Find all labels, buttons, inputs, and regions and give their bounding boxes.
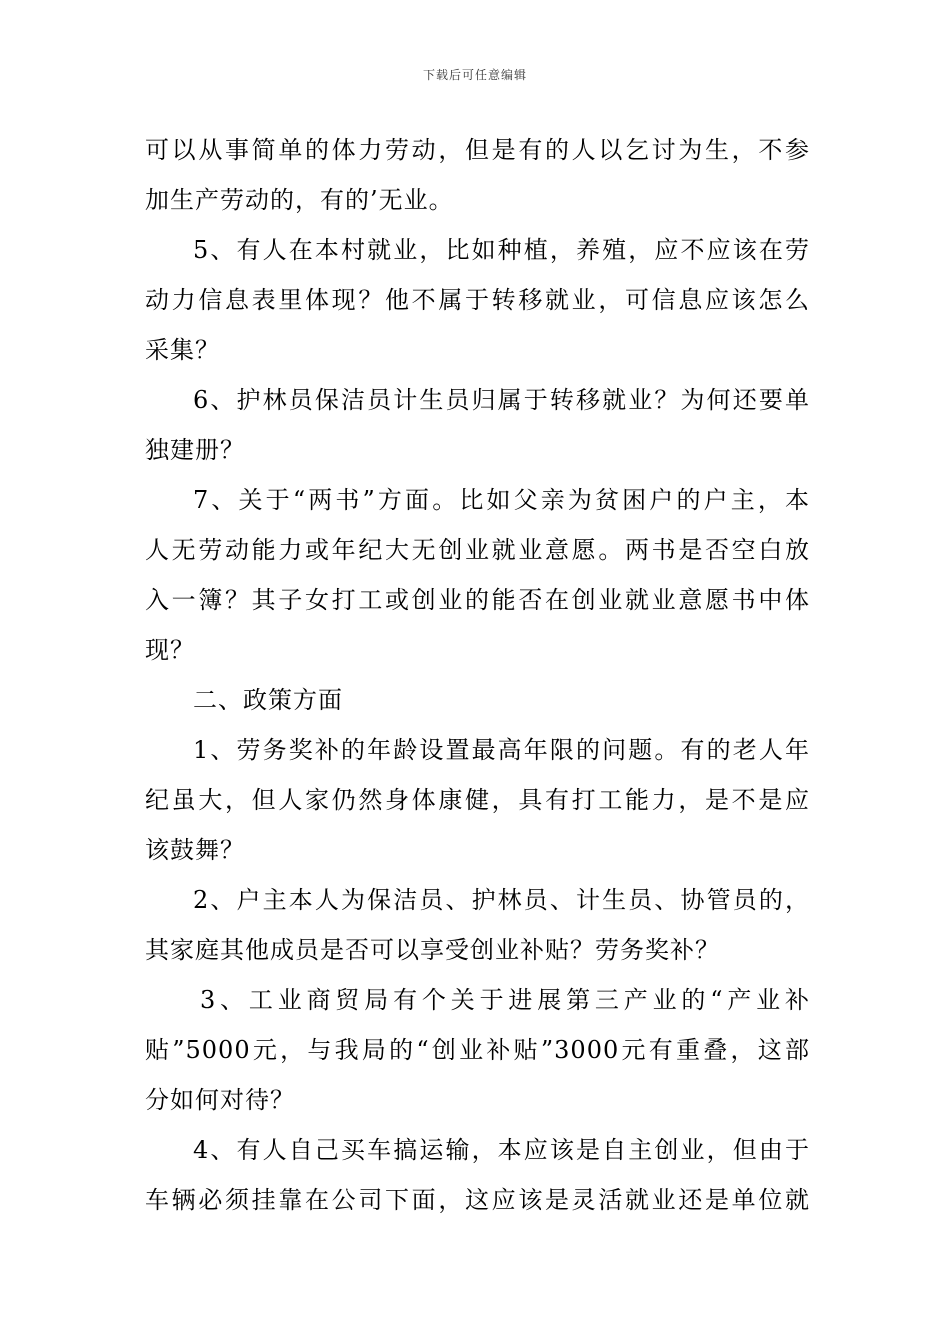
text-line: 该鼓舞？ xyxy=(145,836,245,864)
text-line: 纪虽大，但人家仍然身体康健，具有打工能力，是不是应 xyxy=(145,786,810,814)
text-line: 车辆必须挂靠在公司下面，这应该是灵活就业还是单位就 xyxy=(145,1186,810,1214)
text-line: 4、有人自己买车搞运输，本应该是自主创业，但由于 xyxy=(193,1136,810,1164)
text-line: 现？ xyxy=(145,636,195,664)
text-line: 贴”5000元，与我局的“创业补贴”3000元有重叠，这部 xyxy=(145,1036,810,1064)
text-line: 独建册？ xyxy=(145,436,245,464)
text-line: 分如何对待？ xyxy=(145,1086,295,1114)
text-line: 5、有人在本村就业，比如种植，养殖，应不应该在劳 xyxy=(193,236,810,264)
text-line: 采集？ xyxy=(145,336,220,364)
header-note: 下载后可任意编辑 xyxy=(422,68,527,82)
text-line: 6、护林员保洁员计生员归属于转移就业？为何还要单 xyxy=(193,386,810,414)
text-line: 3、工业商贸局有个关于进展第三产业的“产业补 xyxy=(200,986,810,1014)
section-heading: 二、政策方面 xyxy=(193,686,343,714)
text-line: 7、关于“两书”方面。比如父亲为贫困户的户主，本 xyxy=(193,486,810,514)
text-line: 加生产劳动的，有的’无业。 xyxy=(145,186,454,214)
text-line: 入一簿？其子女打工或创业的能否在创业就业意愿书中体 xyxy=(145,586,810,614)
text-line: 人无劳动能力或年纪大无创业就业意愿。两书是否空白放 xyxy=(145,536,810,564)
text-line: 其家庭其他成员是否可以享受创业补贴？劳务奖补？ xyxy=(145,936,720,964)
text-line: 1、劳务奖补的年龄设置最高年限的问题。有的老人年 xyxy=(193,736,810,764)
text-line: 可以从事简单的体力劳动，但是有的人以乞讨为生，不参 xyxy=(145,136,810,164)
text-line: 2、户主本人为保洁员、护林员、计生员、协管员的， xyxy=(193,886,810,914)
text-line: 动力信息表里体现？他不属于转移就业，可信息应该怎么 xyxy=(145,286,810,314)
